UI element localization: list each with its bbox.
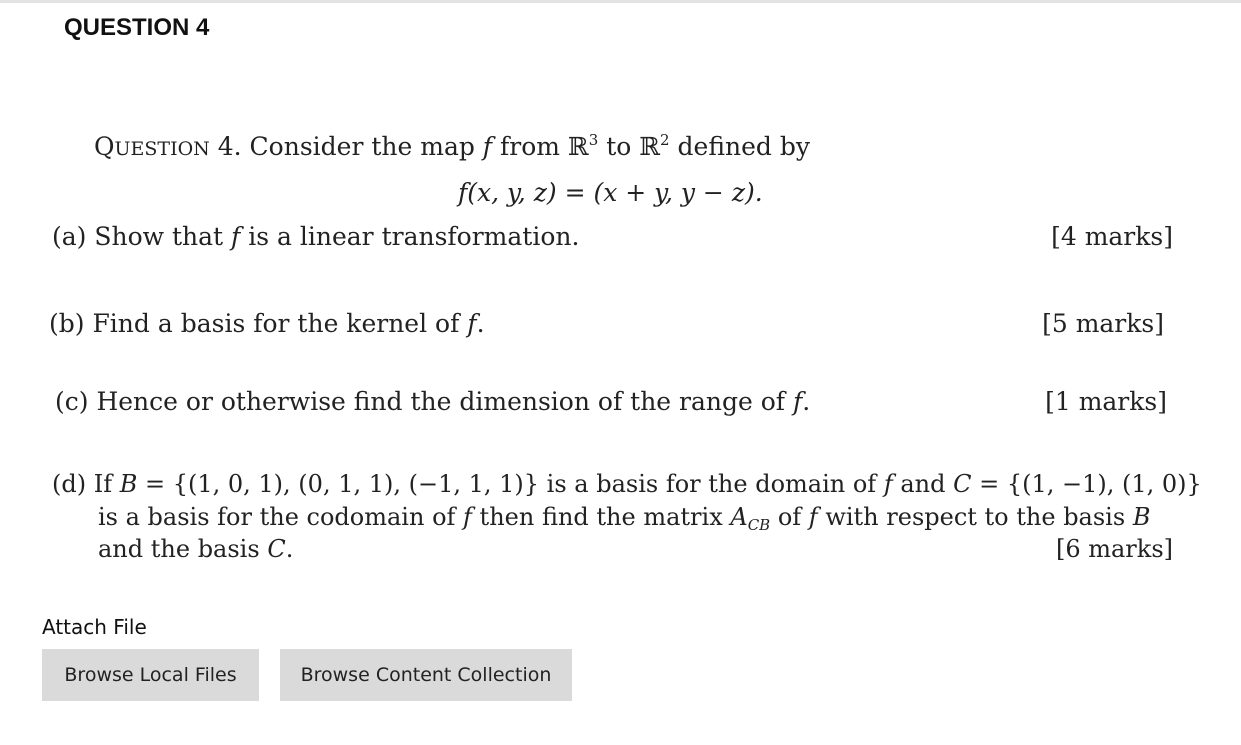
part-a-text: (a) Show that f is a linear transformation.: [52, 222, 580, 251]
part-b-marks: [5 marks]: [1042, 309, 1164, 338]
attach-file-label: Attach File: [42, 615, 147, 639]
browse-content-collection-button[interactable]: Browse Content Collection: [280, 649, 572, 701]
part-b-text: (b) Find a basis for the kernel of f.: [49, 309, 485, 338]
part-c-text: (c) Hence or otherwise find the dimension of the range of f.: [55, 387, 811, 416]
problem-intro: QUESTION 4. Consider the map f from ℝ$^3$ to ℝ$^2$ defined by: [94, 131, 810, 161]
function-definition: f(x, y, z) = (x + y, y − z).: [458, 178, 763, 207]
part-d-line-2: is a basis for the codomain of f then find the matrix $A_{CB}$ of f with respect to the basis B: [98, 503, 1151, 534]
part-a-marks: [4 marks]: [1051, 222, 1173, 251]
browse-local-files-button[interactable]: Browse Local Files: [42, 649, 259, 701]
part-d-line-1: (d) If B = {(1, 0, 1), (0, 1, 1), (−1, 1, 1)} is a basis for the domain of f and C = {(1, −1), (1, 0)}: [52, 470, 1202, 498]
part-d-line-3: and the basis C.: [98, 535, 294, 563]
question-heading: QUESTION 4: [64, 14, 210, 41]
part-c-marks: [1 marks]: [1045, 387, 1167, 416]
part-d-marks: [6 marks]: [1055, 535, 1173, 563]
